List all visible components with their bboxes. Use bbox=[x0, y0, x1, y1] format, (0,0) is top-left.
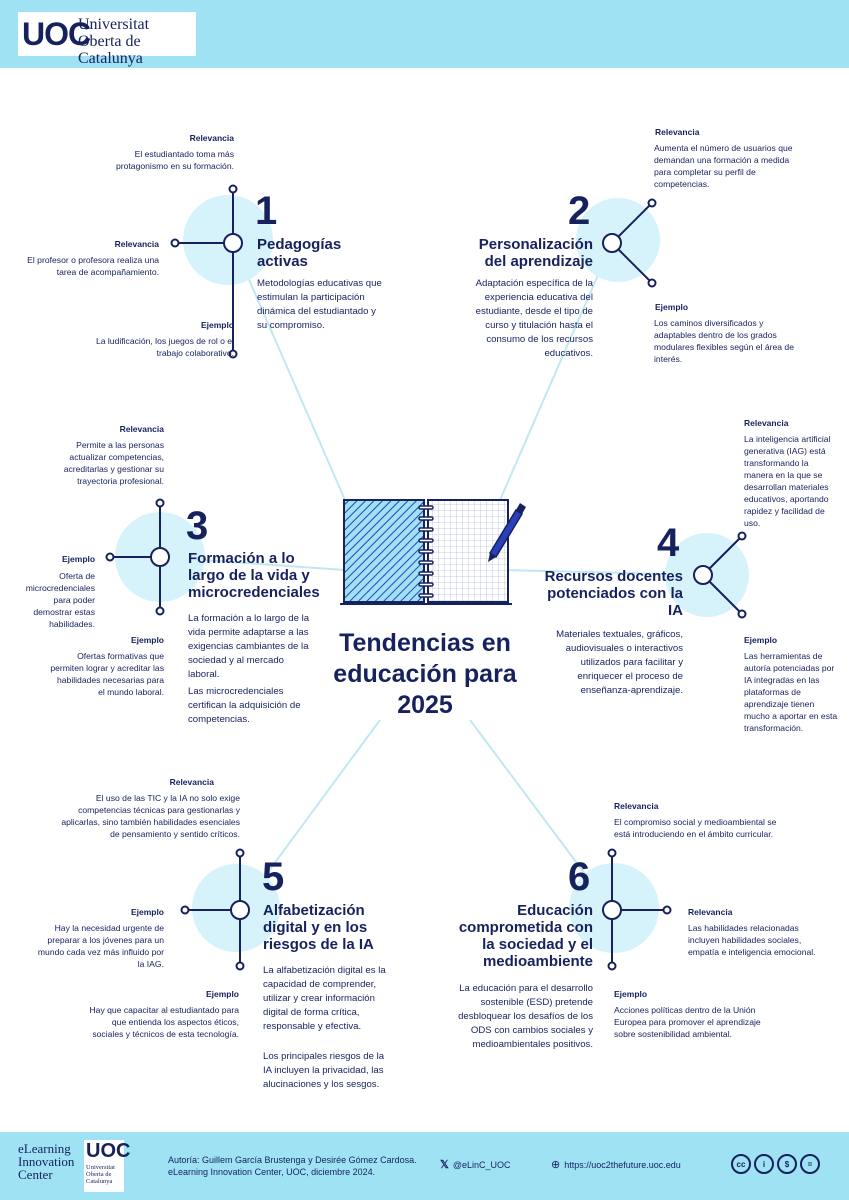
trend-title: Recursos docentes potenciados con la IA bbox=[544, 568, 683, 619]
trend-title: Pedagogías activas bbox=[257, 236, 342, 270]
note-text: Permite a las personas actualizar competencias, acreditarlas y gestionar su trayectoria profesional. bbox=[63, 440, 164, 486]
note-tag: Ejemplo bbox=[205, 989, 239, 999]
note-text: Las herramientas de autoría potenciadas por IA integradas en las plataformas de aprendizaje tienen mucho a aportar en esta transformación. bbox=[744, 651, 838, 733]
uoc-logo-name: Universitat Oberta de Catalunya bbox=[78, 16, 150, 67]
trend-description: Materiales textuales, gráficos, audiovisuales o interactivos utilizados para facilitar y enriquecer el proceso de enseñanza-aprendizaje. bbox=[556, 629, 683, 696]
trend-number: 6 bbox=[568, 855, 591, 899]
trend-number: 1 bbox=[255, 189, 278, 233]
note-text: El compromiso social y medioambiental se está introduciendo en el ámbito curricular. bbox=[614, 817, 777, 839]
trend-description-2: Las microcredenciales certifican la adquisición de competencias. bbox=[188, 686, 301, 725]
trend-title: Educación comprometida con la sociedad y el medioambiente bbox=[458, 902, 593, 970]
trend-title: Formación a lo largo de la vida y microcredenciales bbox=[188, 550, 320, 601]
x-logo-icon: 𝕏 bbox=[440, 1159, 449, 1171]
note-text: Aumenta el número de usuarios que demandan una formación a medida para completar su perfil de competencias. bbox=[654, 143, 793, 189]
footer-uoc-mark: UOC bbox=[86, 1140, 131, 1162]
note-tag: Ejemplo bbox=[200, 320, 234, 330]
note-tag: Ejemplo bbox=[655, 302, 689, 312]
note-text: El estudiantado toma más protagonismo en su formación. bbox=[116, 149, 234, 171]
trend-title: Alfabetización digital y en los riesgos de la IA bbox=[263, 902, 374, 953]
note-text: Las habilidades relacionadas incluyen habilidades sociales, empatía e inteligencia emocional. bbox=[688, 923, 816, 957]
note-tag: Relevancia bbox=[119, 424, 164, 434]
trend-description: Adaptación específica de la experiencia educativa del estudiante, desde el tipo de curso y titulación hasta el consumo de los recursos educativos. bbox=[475, 278, 593, 359]
trend-description: La alfabetización digital es la capacidad de comprender, utilizar y crear información digital de forma crítica, responsable y efectiva. bbox=[263, 965, 386, 1032]
note-tag: Relevancia bbox=[114, 239, 159, 249]
note-tag: Ejemplo bbox=[62, 554, 96, 564]
note-tag: Relevancia bbox=[688, 907, 733, 917]
trend-description: La educación para el desarrollo sostenible (ESD) pretende desbloquear los desafíos de los ODS con cambios sociales y medioambientales positivos. bbox=[458, 983, 593, 1050]
footer-uoc-logo[interactable] bbox=[84, 1140, 131, 1192]
note-text: El profesor o profesora realiza una tarea de acompañamiento. bbox=[27, 255, 159, 277]
noderivatives-icon: = bbox=[800, 1154, 820, 1174]
note-tag: Relevancia bbox=[169, 777, 214, 787]
website-url: https://uoc2thefuture.uoc.edu bbox=[564, 1160, 681, 1170]
trend-description: Metodologías educativas que estimulan la participación dinámica del estudiantado y su compromiso. bbox=[257, 278, 382, 331]
trend-number: 4 bbox=[657, 521, 680, 565]
social-handle: @eLinC_UOC bbox=[452, 1160, 511, 1170]
note-tag: Ejemplo bbox=[614, 989, 648, 999]
note-text: Hay que capacitar al estudiantado para que entienda los aspectos éticos, sociales y técnicos de esta tecnología. bbox=[89, 1005, 239, 1039]
credit-line-1: Autoría: Guillem García Brustenga y Desirée Gómez Cardosa. bbox=[168, 1155, 417, 1165]
note-tag: Ejemplo bbox=[744, 635, 778, 645]
center-title: Tendencias en educación para 2025 bbox=[333, 629, 517, 719]
license-badges[interactable] bbox=[731, 1154, 820, 1174]
note-tag: Ejemplo bbox=[130, 635, 164, 645]
noncommercial-icon: $ bbox=[777, 1154, 797, 1174]
note-tag: Relevancia bbox=[744, 418, 789, 428]
note-text: Ofertas formativas que permiten lograr y acreditar las habilidades necesarias para el mundo laboral. bbox=[50, 651, 164, 697]
credit-line-2: eLearning Innovation Center, UOC, diciembre 2024. bbox=[168, 1167, 376, 1177]
note-text: Hay la necesidad urgente de preparar a los jóvenes para un mundo cada vez más influido por la IAG. bbox=[37, 923, 164, 969]
cc-icon: cc bbox=[731, 1154, 751, 1174]
note-text: Los caminos diversificados y adaptables dentro de los grados modulares flexibles según el área de interés. bbox=[654, 318, 794, 364]
note-tag: Relevancia bbox=[655, 127, 700, 137]
attribution-icon: i bbox=[754, 1154, 774, 1174]
note-text: El uso de las TIC y la IA no solo exige competencias técnicas para gestionarlas y aplicarlas, sino también habilidades esenciales de pensamiento y sentido críticos. bbox=[61, 793, 240, 839]
trend-description: La formación a lo largo de la vida permite adaptarse a las exigencias cambiantes de la sociedad y al mercado laboral. bbox=[188, 613, 310, 680]
trend-number: 2 bbox=[568, 189, 591, 233]
social-link[interactable] bbox=[440, 1158, 511, 1171]
website-link[interactable] bbox=[551, 1158, 681, 1171]
notebook-illustration bbox=[340, 500, 526, 604]
globe-icon: ⊕ bbox=[551, 1159, 561, 1171]
note-tag: Relevancia bbox=[189, 133, 234, 143]
note-text: Oferta de microcredenciales para poder demostrar estas habilidades. bbox=[25, 571, 95, 629]
note-text: Acciones políticas dentro de la Unión Europea para promover el aprendizaje sobre sostenibilidad ambiental. bbox=[614, 1005, 761, 1039]
footer-uoc-name: Universitat Oberta de Catalunya bbox=[86, 1164, 115, 1185]
note-tag: Ejemplo bbox=[130, 907, 164, 917]
elearning-center-logo[interactable]: eLearning Innovation Center bbox=[18, 1141, 75, 1182]
note-tag: Relevancia bbox=[614, 801, 659, 811]
note-text: La ludificación, los juegos de rol o el trabajo colaborativo. bbox=[95, 336, 234, 358]
trend-description-2: Los principales riesgos de la IA incluyen la privacidad, las alucinaciones y los sesgos. bbox=[263, 1051, 385, 1090]
trend-title: Personalización del aprendizaje bbox=[478, 236, 593, 270]
credits bbox=[168, 1154, 417, 1178]
uoc-logo-mark: UOC bbox=[22, 16, 91, 52]
footer-bar bbox=[0, 1132, 849, 1200]
note-text: La inteligencia artificial generativa (IAG) está transformando la manera en la que se desarrollan materiales educativos, aportando rapidez y facilidad de uso. bbox=[744, 434, 831, 528]
trend-number: 3 bbox=[186, 504, 209, 548]
trend-number: 5 bbox=[262, 855, 285, 899]
